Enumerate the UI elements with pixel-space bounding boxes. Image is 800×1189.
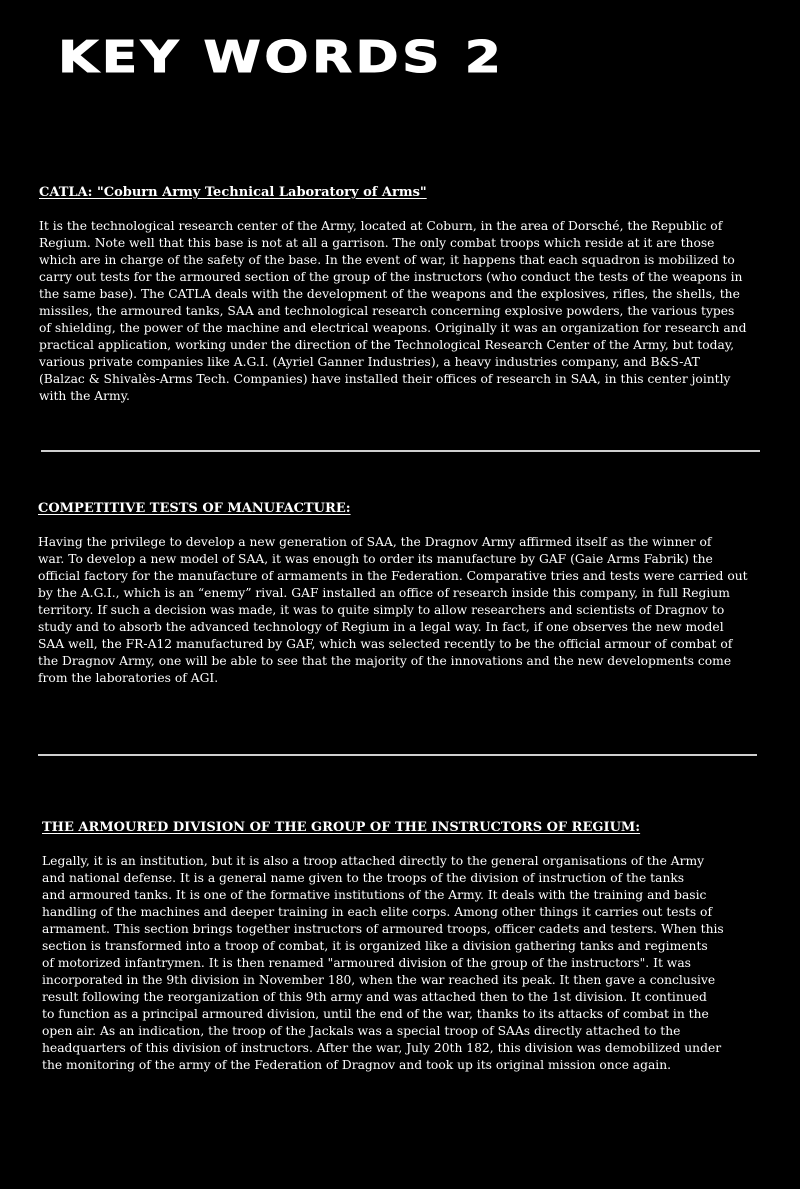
section-armoured-division: [42, 819, 758, 1074]
section-heading: COMPETITIVE TESTS OF MANUFACTURE:: [38, 501, 351, 516]
section-divider: [38, 754, 757, 756]
section-divider: [41, 450, 760, 452]
section-body: It is the technological research center of the Army, located at Coburn, in the area of Dorsché, the Republic of Regium. Note well that this base is not at all a garrison. The only combat troops which reside at it are those which are in charge of the safety of the base. In the event of war, it happens that each squadron is mobilized to carry out tests for the armoured section of the group of the instructors (who conduct the tests of the weapons in the same base). The CATLA deals with the development of the weapons and the explosives, rifles, the shells, the missiles, the armoured tanks, SAA and technological research concerning explosive powders, the various types of shielding, the power of the machine and electrical weapons. Originally it was an organization for research and practical application, working under the direction of the Technological Research Center of the Army, but today, various private companies like A.G.I. (Ayriel Ganner Industries), a heavy industries company, and B&S-AT (Balzac & Shivalès-Arms Tech. Companies) have installed their offices of research in SAA, in this center jointly with the Army.: [39, 219, 747, 403]
section-body: Legally, it is an institution, but it is also a troop attached directly to the general organisations of the Army and national defense. It is a general name given to the troops of the division of instruction of the tanks and armoured tanks. It is one of the formative institutions of the Army. It deals with the training and basic handling of the machines and deeper training in each elite corps. Among other things it carries out tests of armament. This section brings together instructors of armoured troops, officer cadets and testers. When this section is transformed into a troop of combat, it is organized like a division gathering tanks and regiments of motorized infantrymen. It is then renamed "armoured division of the group of the instructors". It was incorporated in the 9th division in November 180, when the war reached its peak. It then gave a conclusive result following the reorganization of this 9th army and was attached then to the 1st division. It continued to function as a principal armoured division, until the end of the war, thanks to its attacks of combat in the open air. As an indication, the troop of the Jackals was a special troop of SAAs directly attached to the headquarters of this division of instructors. After the war, July 20th 182, this division was demobilized under the monitoring of the army of the Federation of Dragnov and took up its original mission once again.: [42, 854, 724, 1072]
section-heading: CATLA: "Coburn Army Technical Laboratory of Arms": [39, 185, 427, 200]
section-competitive-tests: [38, 500, 760, 687]
page-title: KEY WORDS 2: [58, 32, 505, 83]
section-catla: [39, 184, 761, 405]
section-body: Having the privilege to develop a new generation of SAA, the Dragnov Army affirmed itself as the winner of war. To develop a new model of SAA, it was enough to order its manufacture by GAF (Gaie Arms Fabrik) the official factory for the manufacture of armaments in the Federation. Comparative tries and tests were carried out by the A.G.I., which is an “enemy” rival. GAF installed an office of research inside this company, in full Regium territory. If such a decision was made, it was to quite simply to allow researchers and scientists of Dragnov to study and to absorb the advanced technology of Regium in a legal way. In fact, if one observes the new model SAA well, the FR-A12 manufactured by GAF, which was selected recently to be the official armour of combat of the Dragnov Army, one will be able to see that the majority of the innovations and the new developments come from the laboratories of AGI.: [38, 535, 748, 685]
section-heading: THE ARMOURED DIVISION OF THE GROUP OF THE INSTRUCTORS OF REGIUM:: [42, 820, 641, 835]
